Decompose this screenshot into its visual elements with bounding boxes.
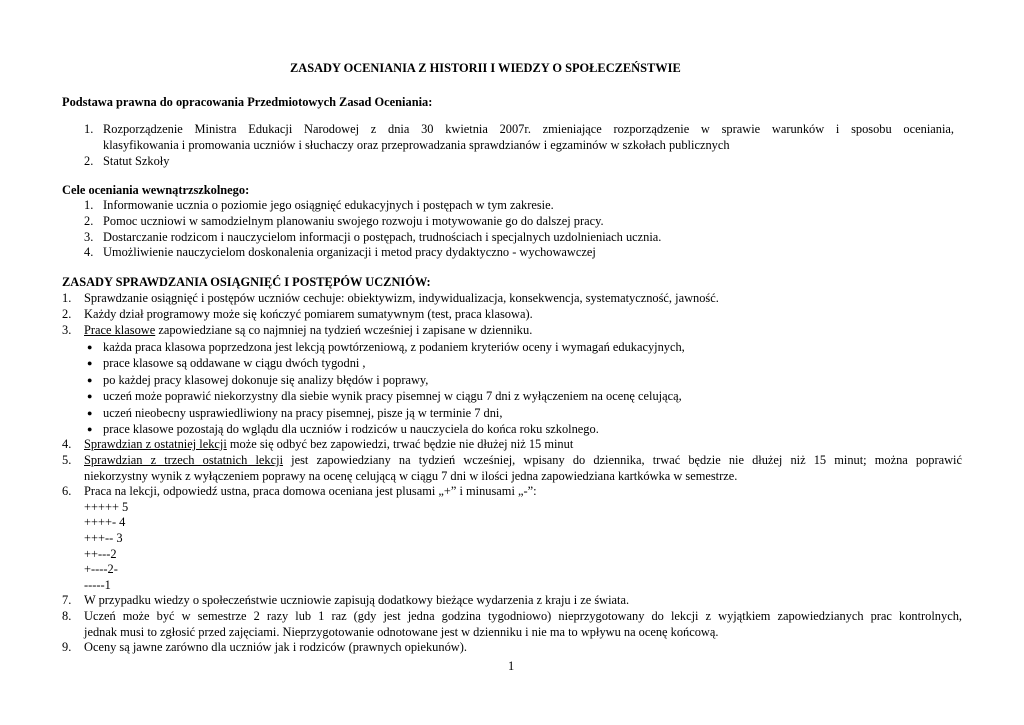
rules-item-text-rest: może się odbyć bez zapowiedzi, trwać będzie nie dłużej niż 15 minut bbox=[226, 437, 574, 451]
rules-item-text-rest: zapowiedziane są co najmniej na tydzień wcześniej i zapisane w dzienniku. bbox=[155, 323, 533, 337]
grade-scale-row: -----1 bbox=[84, 578, 111, 592]
bullet-icon: ● bbox=[87, 358, 93, 368]
rules-item-text: Uczeń może być w semestrze 2 razy lub 1 raz (gdy jest jedna godzina tygodniowo) nieprzygotowany do lekcji z wyjątkiem zapowiedzianych prac kontrolnych, bbox=[84, 609, 962, 623]
page-number: 1 bbox=[508, 659, 515, 673]
rules-item-text-cont: niekorzystny wynik z wyłączeniem poprawy na ocenę celującą w ciągu 7 dni w ilości jedna zapowiedziana kartkówka w semestrze. bbox=[84, 469, 738, 483]
bullet-icon: ● bbox=[87, 375, 93, 385]
legal-basis-item-num: 1. bbox=[84, 122, 94, 136]
rules-item-num: 3. bbox=[62, 323, 72, 337]
goals-item-text: Umożliwienie nauczycielom doskonalenia organizacji i metod pracy dydaktyczno - wychowawczej bbox=[103, 245, 596, 259]
rules-item-text: Każdy dział programowy może się kończyć pomiarem sumatywnym (test, praca klasowa). bbox=[84, 307, 533, 321]
bullet-text: uczeń może poprawić niekorzystny dla siebie wynik pracy pisemnej w ciągu 7 dni z wyłączeniem na ocenę celującą, bbox=[103, 389, 682, 403]
bullet-text: prace klasowe są oddawane w ciągu dwóch tygodni , bbox=[103, 356, 366, 370]
rules-item-text bbox=[84, 452, 962, 468]
bullet-text: prace klasowe pozostają do wglądu dla uczniów i rodziców u nauczyciela do końca roku szkolnego. bbox=[103, 422, 599, 436]
page-title: ZASADY OCENIANIA Z HISTORII I WIEDZY O SPOŁECZEŃSTWIE bbox=[290, 61, 681, 75]
legal-basis-item-text: Statut Szkoły bbox=[103, 154, 170, 168]
bullet-icon: ● bbox=[87, 408, 93, 418]
rules-item-num: 8. bbox=[62, 609, 72, 623]
rules-item-num: 2. bbox=[62, 307, 72, 321]
rules-item-text bbox=[84, 322, 532, 338]
underlined-term: Sprawdzian z trzech ostatnich lekcji bbox=[84, 453, 284, 467]
legal-basis-item-text-cont: klasyfikowania i promowania uczniów i słuchaczy oraz przeprowadzania sprawdzianów i egzaminów w szkołach publicznych bbox=[103, 138, 730, 152]
goals-item-num: 3. bbox=[84, 230, 94, 244]
legal-basis-item-num: 2. bbox=[84, 154, 94, 168]
rules-item-text: Sprawdzanie osiągnięć i postępów uczniów cechuje: obiektywizm, indywidualizacja, konsekwencja, systematyczność, jawność. bbox=[84, 291, 719, 305]
bullet-icon: ● bbox=[87, 424, 93, 434]
bullet-icon: ● bbox=[87, 391, 93, 401]
legal-basis-item-text: Rozporządzenie Ministra Edukacji Narodowej z dnia 30 kwietnia 2007r. zmieniające rozporządzenie w sprawie warunków i sposobu oceniania, bbox=[103, 122, 954, 136]
goals-item-num: 4. bbox=[84, 245, 94, 259]
grade-scale-row: ++---2 bbox=[84, 547, 117, 561]
underlined-term: Sprawdzian z ostatniej lekcji bbox=[84, 437, 227, 451]
rules-item-num: 9. bbox=[62, 640, 72, 654]
rules-item-num: 4. bbox=[62, 437, 72, 451]
rules-item-text: Oceny są jawne zarówno dla uczniów jak i rodziców (prawnych opiekunów). bbox=[84, 640, 467, 654]
grade-scale-row: +++-- 3 bbox=[84, 531, 123, 545]
rules-item-text-cont: jednak musi to zgłosić przed zajęciami. Nieprzygotowanie odnotowane jest w dzienniku i nie ma to wpływu na ocenę końcową. bbox=[84, 625, 719, 639]
rules-item-num: 1. bbox=[62, 291, 72, 305]
bullet-text: po każdej pracy klasowej dokonuje się analizy błędów i poprawy, bbox=[103, 373, 429, 387]
goals-item-num: 2. bbox=[84, 214, 94, 228]
bullet-text: każda praca klasowa poprzedzona jest lekcją powtórzeniową, z podaniem kryteriów oceny i wymagań edukacyjnych, bbox=[103, 340, 685, 354]
rules-item-num: 5. bbox=[62, 453, 72, 467]
rules-item-text-rest: jest zapowiedziany na tydzień wcześniej, wpisany do dziennika, trwać będzie nie dłużej niż 15 minut; można poprawić bbox=[283, 453, 962, 467]
bullet-icon: ● bbox=[87, 342, 93, 352]
rules-item-num: 7. bbox=[62, 593, 72, 607]
goals-heading: Cele oceniania wewnątrzszkolnego: bbox=[62, 183, 250, 197]
grade-scale-row: +++++ 5 bbox=[84, 500, 129, 514]
underlined-term: Prace klasowe bbox=[84, 323, 156, 337]
rules-item-text: Praca na lekcji, odpowiedź ustna, praca domowa oceniana jest plusami „+” i minusami „-”: bbox=[84, 484, 537, 498]
goals-item-text: Dostarczanie rodzicom i nauczycielom informacji o postępach, trudnościach i specjalnych uzdolnieniach ucznia. bbox=[103, 230, 662, 244]
rules-heading: ZASADY SPRAWDZANIA OSIĄGNIĘĆ I POSTĘPÓW UCZNIÓW: bbox=[62, 275, 431, 289]
goals-item-text: Pomoc uczniowi w samodzielnym planowaniu swojego rozwoju i motywowanie go do dalszej pracy. bbox=[103, 214, 604, 228]
bullet-text: uczeń nieobecny usprawiedliwiony na pracy pisemnej, pisze ją w terminie 7 dni, bbox=[103, 406, 503, 420]
legal-basis-heading: Podstawa prawna do opracowania Przedmiotowych Zasad Oceniania: bbox=[62, 95, 433, 109]
goals-item-num: 1. bbox=[84, 198, 94, 212]
rules-item-text bbox=[84, 436, 573, 452]
grade-scale-row: ++++- 4 bbox=[84, 515, 126, 529]
grade-scale-row: +----2- bbox=[84, 562, 118, 576]
rules-item-text: W przypadku wiedzy o społeczeństwie uczniowie zapisują dodatkowy bieżące wydarzenia z kraju i ze świata. bbox=[84, 593, 630, 607]
goals-item-text: Informowanie ucznia o poziomie jego osiągnięć edukacyjnych i postępach w tym zakresie. bbox=[103, 198, 554, 212]
rules-item-num: 6. bbox=[62, 484, 72, 498]
